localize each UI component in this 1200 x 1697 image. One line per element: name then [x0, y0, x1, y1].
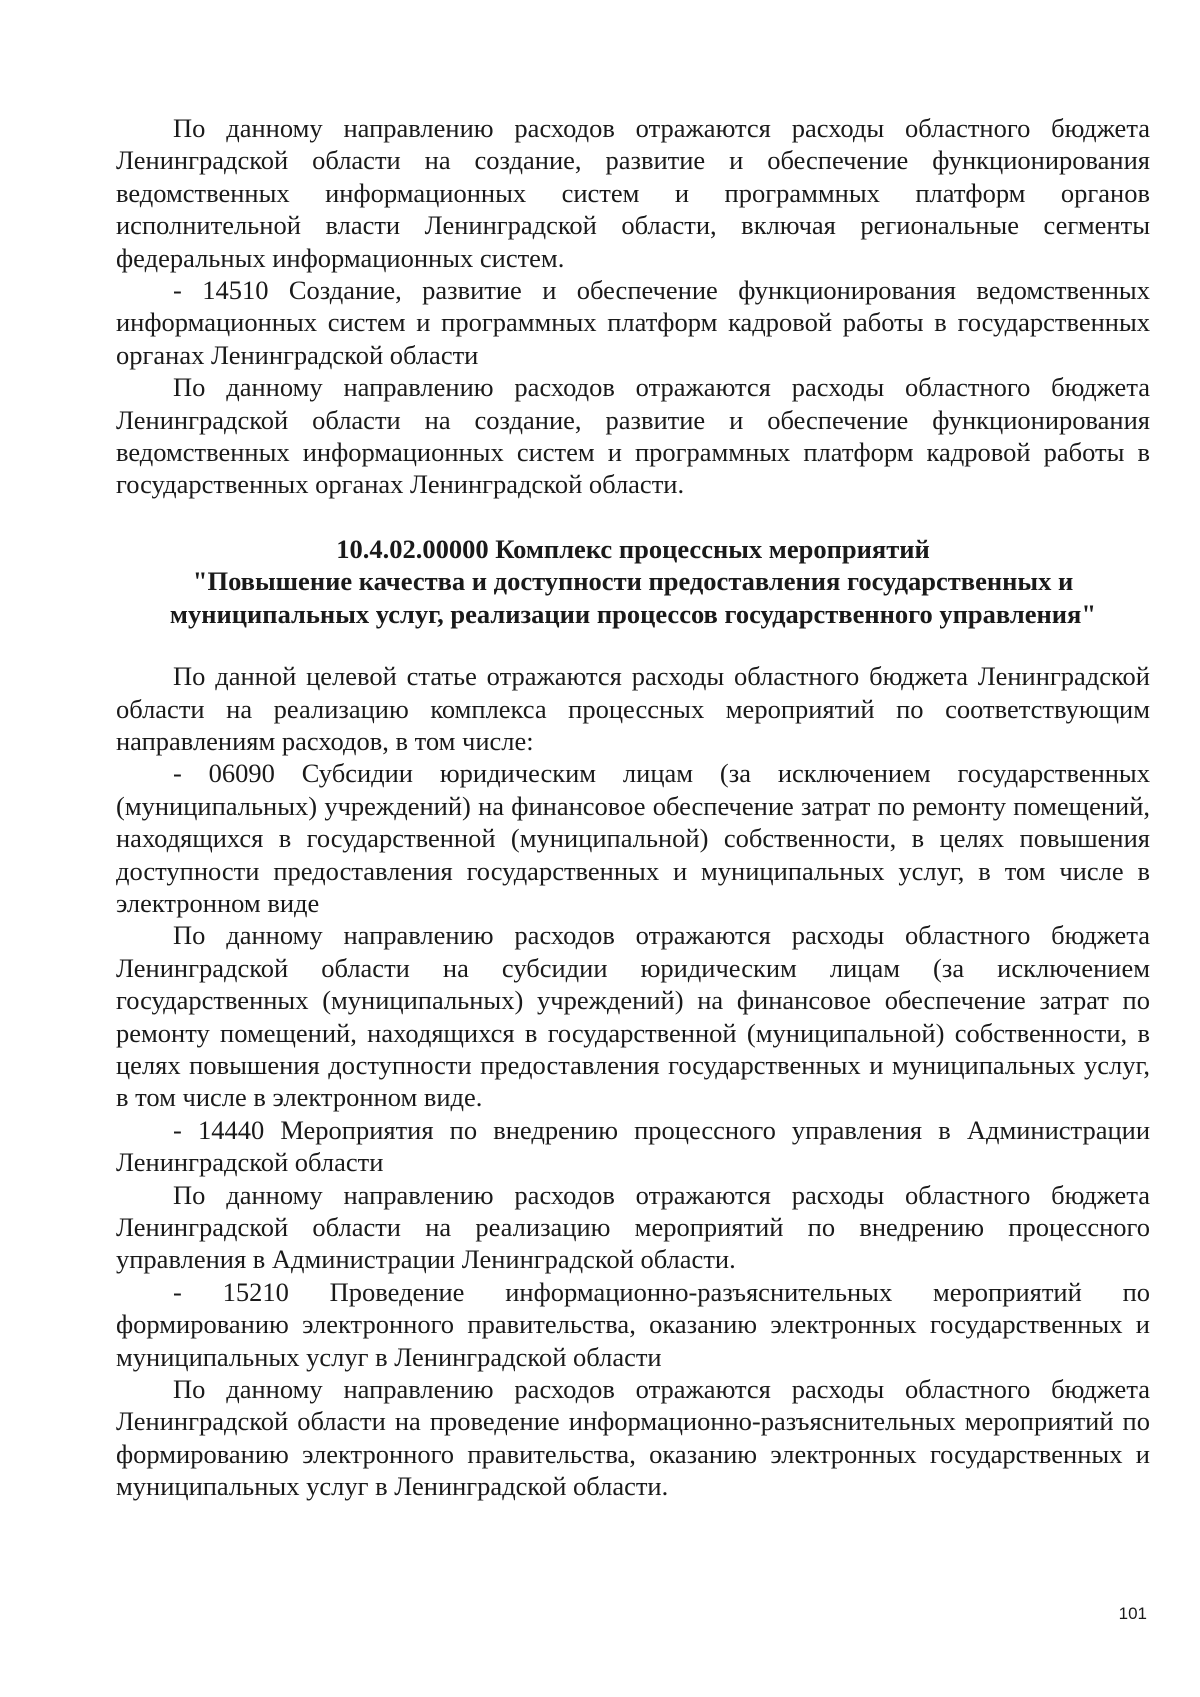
paragraph: По данному направлению расходов отражаются расходы областного бюджета Ленинградской области на субсидии юридическим лицам (за исключением государственных (муниципальных) учреждений) на финансовое обеспечение затрат по ремонту помещений, находящихся в государственной (муниципальной) собственности, в целях повышения доступности предоставления государственных и муниципальных услуг, в том числе в электронном виде. [116, 920, 1150, 1113]
section-heading-line: "Повышение качества и доступности предоставления государственных и [192, 566, 1074, 597]
paragraph-item-14510: - 14510 Создание, развитие и обеспечение функционирования ведомственных информационных систем и программных платформ кадровой работы в государственных органах Ленинградской области [116, 275, 1150, 370]
paragraph-item-15210: - 15210 Проведение информационно-разъяснительных мероприятий по формированию электронного правительства, оказанию электронных государственных и муниципальных услуг в Ленинградской области [116, 1276, 1150, 1372]
document-page [116, 112, 1150, 1503]
paragraph-item-14440: - 14440 Мероприятия по внедрению процессного управления в Администрации Ленинградской области [116, 1114, 1150, 1178]
paragraph: По данному направлению расходов отражаются расходы областного бюджета Ленинградской области на создание, развитие и обеспечение функционирования ведомственных информационных систем и программных платформ органов исполнительной власти Ленинградской области, включая региональные сегменты федеральных информационных систем. [116, 113, 1150, 273]
section-heading-line: муниципальных услуг, реализации процессов государственного управления" [169, 598, 1097, 629]
paragraph: По данному направлению расходов отражаются расходы областного бюджета Ленинградской области на реализацию мероприятий по внедрению процессного управления в Администрации Ленинградской области. [116, 1179, 1150, 1275]
section-heading [116, 533, 1150, 630]
page-number: 101 [1118, 1604, 1147, 1623]
paragraph: По данной целевой статье отражаются расходы областного бюджета Ленинградской области на реализацию комплекса процессных мероприятий по соответствующим направлениям расходов, в том числе: [116, 661, 1150, 756]
section-heading-line: 10.4.02.00000 Комплекс процессных мероприятий [336, 533, 930, 564]
paragraph: По данному направлению расходов отражаются расходы областного бюджета Ленинградской области на создание, развитие и обеспечение функционирования ведомственных информационных систем и программных платформ кадровой работы в государственных органах Ленинградской области. [116, 372, 1150, 500]
paragraph: По данному направлению расходов отражаются расходы областного бюджета Ленинградской области на проведение информационно-разъяснительных мероприятий по формированию электронного правительства, оказанию электронных государственных и муниципальных услуг в Ленинградской области. [116, 1374, 1150, 1502]
paragraph-item-06090: - 06090 Субсидии юридическим лицам (за исключением государственных (муниципальных) учреждений) на финансовое обеспечение затрат по ремонту помещений, находящихся в государственной (муниципальной) собственности, в целях повышения доступности предоставления государственных и муниципальных услуг, в том числе в электронном виде [116, 758, 1150, 918]
